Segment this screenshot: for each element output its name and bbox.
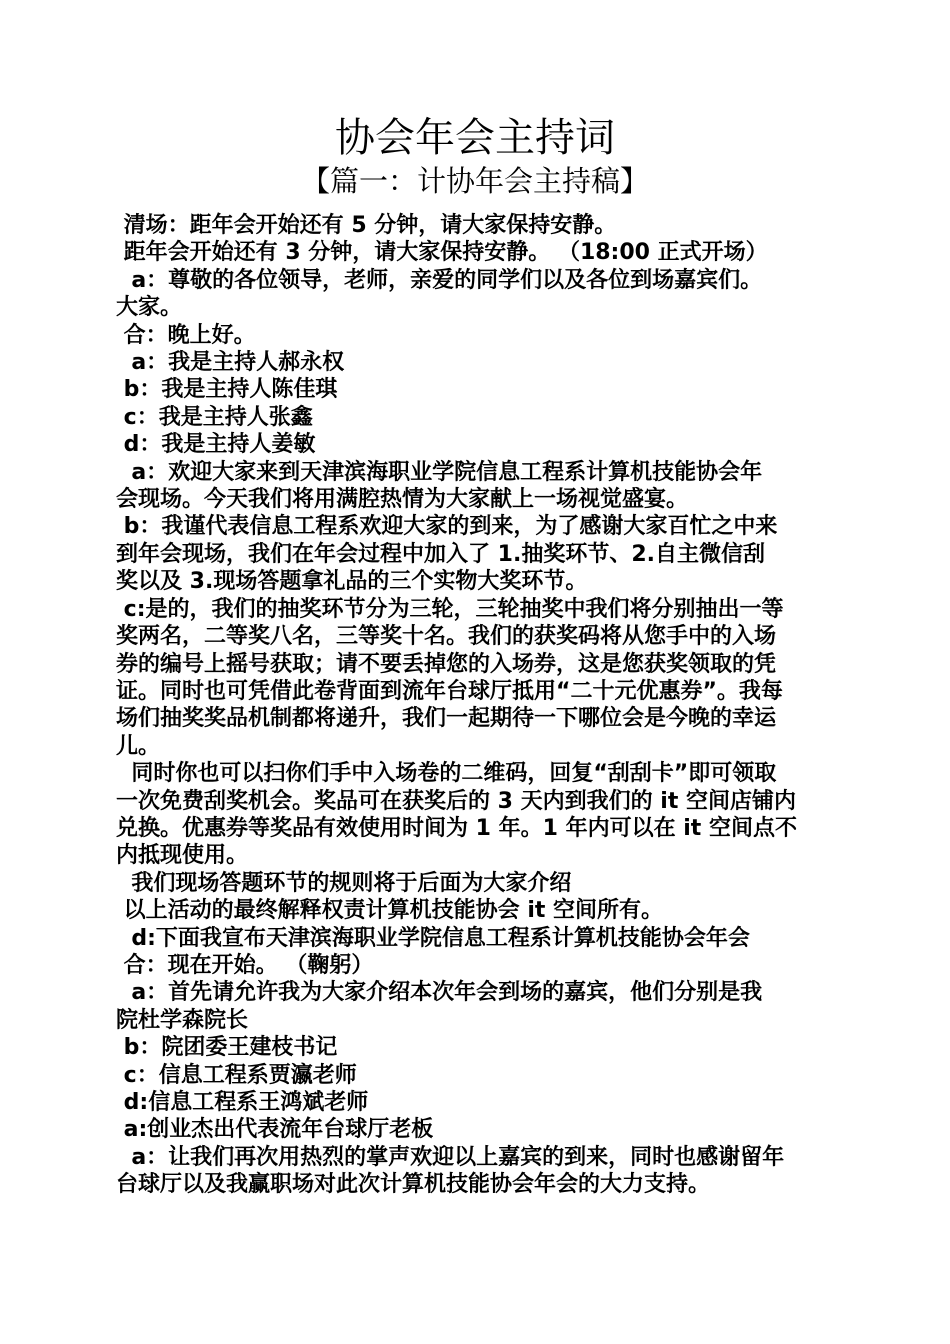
text-line: a：首先请允许我为大家介绍本次年会到场的嘉宾，他们分别是我 <box>116 980 763 1006</box>
text-line: d:信息工程系王鸿斌老师 <box>116 1090 369 1115</box>
text-line: 儿。 <box>116 733 161 759</box>
text-line: 合：现在开始。 （鞠躬） <box>116 952 374 978</box>
text-line: c：我是主持人张鑫 <box>116 404 313 430</box>
text-line: 院杜学森院长 <box>116 1007 249 1033</box>
text-line: 同时你也可以扫你们手中入场卷的二维码，回复“刮刮卡”即可领取 <box>116 761 777 787</box>
text-line: 合：晚上好。 <box>116 322 256 348</box>
text-line: a：我是主持人郝永权 <box>116 350 345 376</box>
text-line: 台球厅以及我赢职场对此次计算机技能协会年会的大力支持。 <box>116 1172 711 1198</box>
document-subtitle: 【篇一：计协年会主持稿】 <box>300 164 649 198</box>
text-line: 会现场。今天我们将用满腔热情为大家献上一场视觉盛宴。 <box>116 487 689 513</box>
text-line: a:创业杰出代表流年台球厅老板 <box>116 1117 434 1143</box>
text-line: b：我是主持人陈佳琪 <box>116 377 338 403</box>
text-line: 证。同时也可凭借此卷背面到流年台球厅抵用“二十元优惠券”。我每 <box>116 678 783 704</box>
text-line: a：让我们再次用热烈的掌声欢迎以上嘉宾的到来，同时也感谢留年 <box>116 1144 785 1170</box>
text-line: 奖以及 3.现场答题拿礼品的三个实物大奖环节。 <box>116 569 588 595</box>
text-line: 一次免费刮奖机会。奖品可在获奖后的 3 天内到我们的 it 空间店铺内 <box>116 788 797 814</box>
text-line: 到年会现场，我们在年会过程中加入了 1.抽奖环节、2.自主微信刮 <box>116 541 765 567</box>
document-body <box>116 212 838 1199</box>
text-line: d:下面我宣布天津滨海职业学院信息工程系计算机技能协会年会 <box>116 925 750 951</box>
text-line: c:是的，我们的抽奖环节分为三轮，三轮抽奖中我们将分别抽出一等 <box>116 596 784 622</box>
text-line: a：欢迎大家来到天津滨海职业学院信息工程系计算机技能协会年 <box>116 459 763 485</box>
text-line: 兑换。优惠券等奖品有效使用时间为 1 年。1 年内可以在 it 空间点不 <box>116 815 797 841</box>
text-line: c：信息工程系贾瀛老师 <box>116 1062 357 1088</box>
text-line: b：院团委王建枝书记 <box>116 1035 338 1061</box>
text-line: 我们现场答题环节的规则将于后面为大家介绍 <box>116 870 572 896</box>
text-line: 场们抽奖奖品机制都将递升，我们一起期待一下哪位会是今晚的幸运 <box>116 706 777 732</box>
text-line: 奖两名，二等奖八名，三等奖十名。我们的获奖码将从您手中的入场 <box>116 624 777 650</box>
text-line: 距年会开始还有 3 分钟，请大家保持安静。 （18:00 正式开场） <box>116 240 768 266</box>
text-line: 以上活动的最终解释权责计算机技能协会 it 空间所有。 <box>116 898 664 924</box>
text-line: 清场：距年会开始还有 5 分钟，请大家保持安静。 <box>116 213 617 238</box>
document-title: 协会年会主持词 <box>335 115 615 161</box>
text-line: 券的编号上摇号获取；请不要丢掉您的入场券，这是您获奖领取的凭 <box>116 651 777 677</box>
text-line: 内抵现使用。 <box>116 843 249 869</box>
text-line: a：尊敬的各位领导，老师，亲爱的同学们以及各位到场嘉宾们。 <box>116 267 763 293</box>
text-line: b：我谨代表信息工程系欢迎大家的到来，为了感谢大家百忙之中来 <box>116 514 778 540</box>
text-line: d：我是主持人姜敏 <box>116 432 316 458</box>
text-line: 大家。 <box>116 295 183 321</box>
